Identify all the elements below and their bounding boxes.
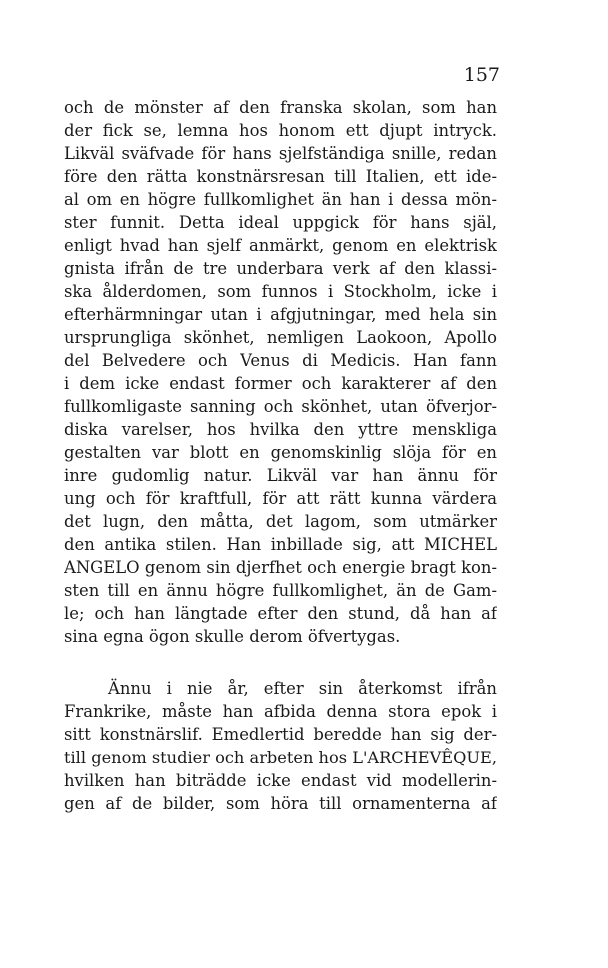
text-line: ster funnit. Detta ideal uppgick för hans själ, [64,213,497,232]
text-line: inre gudomlig natur. Likväl var han ännu för [64,466,497,485]
text-line: sten till en ännu högre fullkomlighet, än de Gam- [64,581,497,600]
text-line: till genom studier och arbeten hos L'ARCHEVÊQUE, [64,748,497,767]
text-line: diska varelser, hos hvilka den yttre menskliga [64,420,497,439]
text-line: det lugn, den måtta, det lagom, som utmärker [64,512,497,531]
text-line: sina egna ögon skulle derom öfvertygas. [64,627,401,646]
paragraph-2 [64,677,497,815]
text-line: i dem icke endast former och karakterer af den [64,374,497,393]
text-line: Likväl sväfvade för hans sjelfständiga snille, redan [64,144,497,163]
text-line: ursprungliga skönhet, nemligen Laokoon, Apollo [64,328,497,347]
text-line: gnista ifrån de tre underbara verk af den klassi- [64,259,497,278]
text-line: le; och han längtade efter den stund, då han af [64,604,497,623]
text-line: gestalten var blott en genomskinlig slöja för en [64,443,497,462]
text-line: ska ålderdomen, som funnos i Stockholm, icke i [64,282,497,301]
text-line: före den rätta konstnärsresan till Italien, ett ide- [64,167,497,186]
text-line: fullkomligaste sanning och skönhet, utan öfverjor- [64,397,497,416]
text-line: Frankrike, måste han afbida denna stora epok i [64,702,497,721]
text-line: der fick se, lemna hos honom ett djupt intryck. [64,121,497,140]
page-number: 157 [463,64,500,86]
text-line: den antika stilen. Han inbillade sig, att MICHEL [64,535,497,554]
text-line: al om en högre fullkomlighet än han i dessa mön- [64,190,497,209]
paragraph-1 [64,96,497,648]
text-line: efterhärmningar utan i afgjutningar, med hela sin [64,305,497,324]
text-line: sitt konstnärslif. Emedlertid beredde han sig der- [64,725,497,744]
text-line: enligt hvad han sjelf anmärkt, genom en elektrisk [64,236,497,255]
text-line: gen af de bilder, som höra till ornamenterna af [64,794,497,813]
text-line: Ännu i nie år, efter sin återkomst ifrån [108,679,497,698]
text-line: del Belvedere och Venus di Medicis. Han fann [64,351,497,370]
text-line: ung och för kraftfull, för att rätt kunna värdera [64,489,497,508]
text-line: ANGELO genom sin djerfhet och energie bragt kon- [64,558,497,577]
text-line: och de mönster af den franska skolan, som han [64,98,497,117]
text-line: hvilken han biträdde icke endast vid modellerin- [64,771,497,790]
